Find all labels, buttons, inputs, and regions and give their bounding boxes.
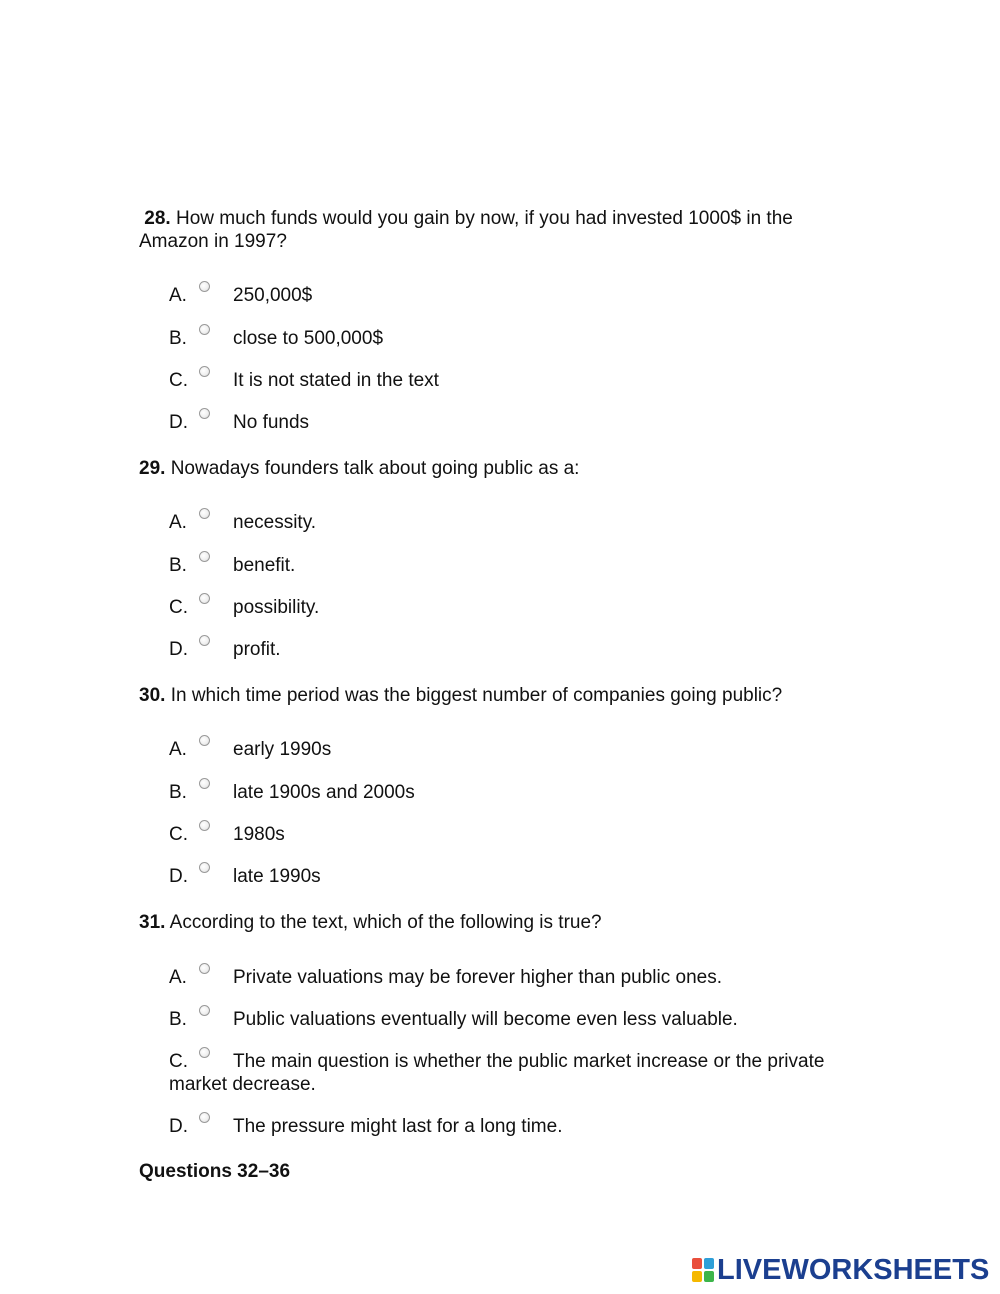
question-31-option-c[interactable] (169, 1050, 859, 1096)
question-30-option-a[interactable] (169, 738, 869, 761)
option-letter: A. (169, 967, 187, 988)
question-28-option-d[interactable] (169, 411, 869, 434)
option-letter: A. (169, 512, 187, 533)
option-text: late 1900s and 2000s (233, 782, 415, 803)
section-title: Questions 32–36 (139, 1161, 291, 1182)
option-letter: A. (169, 285, 187, 306)
option-letter: D. (169, 1116, 188, 1137)
option-text: late 1990s (233, 866, 321, 887)
option-text: It is not stated in the text (233, 370, 439, 391)
question-31-option-a[interactable] (169, 966, 869, 989)
question-text: In which time period was the biggest number of companies going public? (170, 685, 783, 706)
option-text: necessity. (233, 512, 317, 533)
option-text: 1980s (233, 824, 285, 845)
question-30-option-b[interactable] (169, 781, 869, 804)
logo-tile (704, 1258, 714, 1269)
radio-button[interactable] (199, 778, 210, 789)
option-letter: D. (169, 639, 188, 660)
option-text: The pressure might last for a long time. (233, 1116, 563, 1137)
option-text: 250,000$ (233, 285, 313, 306)
radio-button[interactable] (199, 1112, 210, 1123)
radio-button[interactable] (199, 735, 210, 746)
option-letter: A. (169, 739, 187, 760)
question-30-option-d[interactable] (169, 865, 869, 888)
question-31-option-b[interactable] (169, 1008, 869, 1031)
liveworksheets-logo-icon (692, 1258, 714, 1282)
liveworksheets-brand[interactable] (692, 1253, 989, 1287)
option-text: close to 500,000$ (233, 328, 384, 349)
radio-button[interactable] (199, 1047, 210, 1058)
option-text: Public valuations eventually will become even less valuable. (233, 1009, 738, 1030)
option-letter: C. (169, 370, 188, 391)
question-28-option-b[interactable] (169, 327, 869, 350)
option-letter: D. (169, 412, 188, 433)
radio-button[interactable] (199, 508, 210, 519)
radio-button[interactable] (199, 324, 210, 335)
option-letter: B. (169, 782, 187, 803)
question-31-option-d[interactable] (169, 1115, 869, 1138)
logo-tile (692, 1258, 702, 1269)
question-29-option-b[interactable] (169, 554, 869, 577)
option-letter: D. (169, 866, 188, 887)
option-text: The main question is whether the public market increase or the private market decrease. (169, 1051, 825, 1095)
option-letter: C. (169, 1051, 188, 1072)
question-31 (139, 911, 859, 934)
question-28 (139, 207, 859, 253)
question-number: 30. (139, 685, 166, 706)
logo-tile (704, 1271, 714, 1282)
option-text: No funds (233, 412, 310, 433)
radio-button[interactable] (199, 635, 210, 646)
option-letter: C. (169, 597, 188, 618)
option-text: profit. (233, 639, 281, 660)
option-letter: B. (169, 555, 187, 576)
radio-button[interactable] (199, 366, 210, 377)
question-29-option-d[interactable] (169, 638, 869, 661)
radio-button[interactable] (199, 593, 210, 604)
question-29 (139, 457, 859, 480)
radio-button[interactable] (199, 1005, 210, 1016)
question-30 (139, 684, 859, 707)
option-letter: C. (169, 824, 188, 845)
option-text: early 1990s (233, 739, 332, 760)
radio-button[interactable] (199, 862, 210, 873)
question-28-option-c[interactable] (169, 369, 869, 392)
question-number: 31. (139, 912, 166, 933)
question-text: Nowadays founders talk about going public as a: (170, 458, 580, 479)
radio-button[interactable] (199, 551, 210, 562)
option-text: possibility. (233, 597, 320, 618)
radio-button[interactable] (199, 820, 210, 831)
radio-button[interactable] (199, 281, 210, 292)
radio-button[interactable] (199, 963, 210, 974)
question-text: According to the text, which of the following is true? (169, 912, 602, 933)
option-letter: B. (169, 328, 187, 349)
question-number: 29. (139, 458, 166, 479)
radio-button[interactable] (199, 408, 210, 419)
option-text: Private valuations may be forever higher than public ones. (233, 967, 722, 988)
logo-tile (692, 1271, 702, 1282)
question-number: 28. (144, 208, 171, 229)
option-text: benefit. (233, 555, 296, 576)
question-text: How much funds would you gain by now, if you had invested 1000$ in the Amazon in 1997? (139, 208, 793, 252)
question-29-option-c[interactable] (169, 596, 869, 619)
brand-name: LIVEWORKSHEETS (717, 1253, 990, 1286)
question-29-option-a[interactable] (169, 511, 869, 534)
option-letter: B. (169, 1009, 187, 1030)
question-28-option-a[interactable] (169, 284, 869, 307)
question-30-option-c[interactable] (169, 823, 869, 846)
